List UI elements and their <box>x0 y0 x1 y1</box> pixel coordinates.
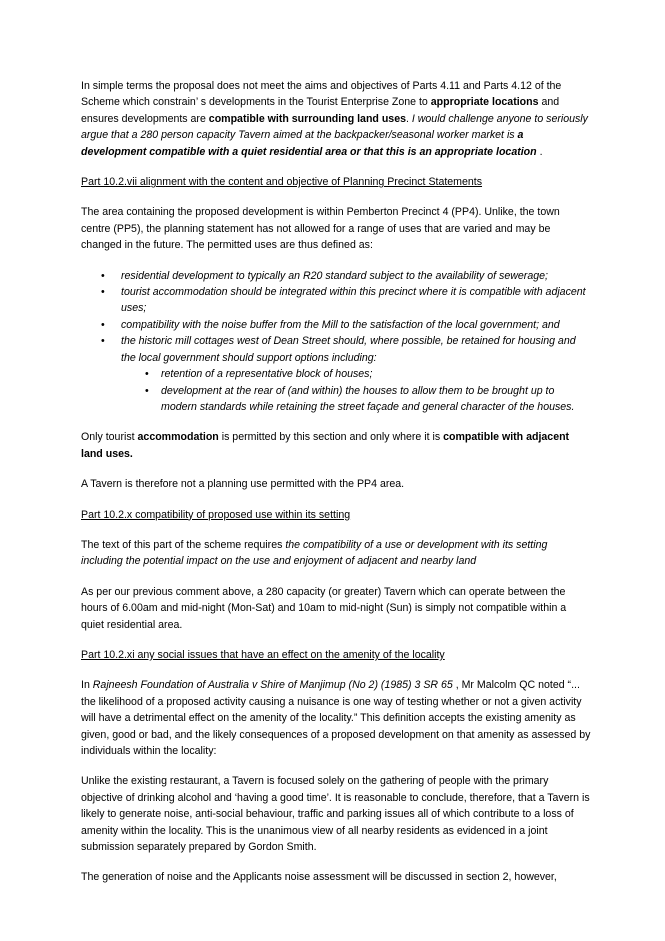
p3-text-1: Only tourist <box>81 431 138 444</box>
p3-bold-compatible: compatible with adjacent land uses. <box>81 431 570 460</box>
section-heading-10-2-xi: Part 10.2.xi any social issues that have an effect on the amenity of the locality <box>81 648 445 661</box>
intro-text-2: and ensures developments are <box>81 96 560 125</box>
mill-cottages-sublist <box>121 366 591 415</box>
document-page <box>81 78 591 900</box>
sub-list-item: • development at the rear of (and within) the houses to allow them to be brought up to modern standards while retaining the street façade and general character of the houses. <box>121 383 591 416</box>
p3-text-2: is permitted by this section and only where it is <box>218 431 444 444</box>
intro-text-3: . <box>405 112 412 125</box>
intro-bold-compatible: compatible with surrounding land uses <box>208 112 406 125</box>
p5-italic-quote: the compatibility of a use or development with its setting including the potential impact on the use and enjoyment of adjacent and nearby land <box>81 538 548 568</box>
p7-text-2: , Mr Malcolm QC noted “... the likelihood of a proposed activity causing a nuisance is one way of testing whether or not a given activity will have a detrimental effect on the amenity of the locality.” This definition accepts the existing amenity as given, good or bad, and the likely consequences of a proposed development on that amenity as assessed by individuals within the locality: <box>81 679 591 757</box>
intro-italic-challenge: I would challenge anyone to seriously argue that a 280 person capacity Tavern aimed at the backpacker/seasonal worker market is <box>81 112 588 142</box>
list-item <box>81 333 591 415</box>
intro-bold-appropriate-locations: appropriate locations <box>430 96 539 109</box>
intro-text-end: . <box>536 145 543 158</box>
noise-generation-paragraph: The generation of noise and the Applicants noise assessment will be discussed in section 2, however, <box>81 871 557 884</box>
existing-restaurant-paragraph: Unlike the existing restaurant, a Tavern is focused solely on the gathering of people with the primary objective of drinking alcohol and ‘having a good time’. It is reasonable to conclude, therefore, that a Tavern is likely to generate noise, anti-social behaviour, traffic and parking issues all of which contribute to a loss of amenity within the locality. This is the unanimous view of all nearby residents as evidenced in a joint submission separately prepared by Gordon Smith. <box>81 775 590 854</box>
list-item-text: the historic mill cottages west of Dean Street should, where possible, be retained for housing and the local government should support options including: <box>121 335 576 364</box>
intro-paragraph <box>81 78 591 160</box>
p7-text-1: In <box>81 679 93 692</box>
intro-text-1: In simple terms the proposal does not meet the aims and objectives of Parts 4.11 and Parts 4.12 of the Scheme which constrain’ s developments in the Tourist Enterprise Zone to <box>81 80 562 109</box>
tavern-not-permitted-paragraph: A Tavern is therefore not a planning use permitted with the PP4 area. <box>81 478 405 491</box>
operating-hours-paragraph: As per our previous comment above, a 280 capacity (or greater) Tavern which can operate between the hours of 6.00am and mid-night (Mon-Sat) and 10am to mid-night (Sun) is simply not compatible within a quiet residential area. <box>81 585 567 631</box>
list-item: • compatibility with the noise buffer from the Mill to the satisfaction of the local government; and <box>81 317 591 333</box>
list-item: • tourist accommodation should be integrated within this precinct where it is compatible with adjacent uses; <box>81 284 591 317</box>
tourist-accommodation-paragraph <box>81 429 591 462</box>
section-heading-10-2-x: Part 10.2.x compatibility of proposed use within its setting <box>81 508 351 521</box>
p5-text: The text of this part of the scheme requires <box>81 538 286 551</box>
permitted-uses-list <box>81 268 591 416</box>
section-heading-10-2-vii: Part 10.2.vii alignment with the content and objective of Planning Precinct Statements <box>81 176 483 189</box>
sub-list-item: • retention of a representative block of houses; <box>121 366 591 382</box>
list-item: • residential development to typically an R20 standard subject to the availability of sewerage; <box>81 268 591 284</box>
p3-bold-accommodation: accommodation <box>137 431 219 444</box>
intro-bold-italic-claim: a development compatible with a quiet residential area or that this is an appropriate location <box>81 129 537 158</box>
scheme-text-paragraph <box>81 537 591 570</box>
p7-italic-case-name: Rajneesh Foundation of Australia v Shire of Manjimup (No 2) (1985) 3 SR 65 <box>92 679 453 692</box>
precinct-paragraph: The area containing the proposed development is within Pemberton Precinct 4 (PP4). Unlike, the town centre (PP5), the planning statement has not allowed for a range of uses that are varied and may be changed in the future. The permitted uses are thus defined as: <box>81 206 560 252</box>
rajneesh-case-paragraph <box>81 677 591 759</box>
